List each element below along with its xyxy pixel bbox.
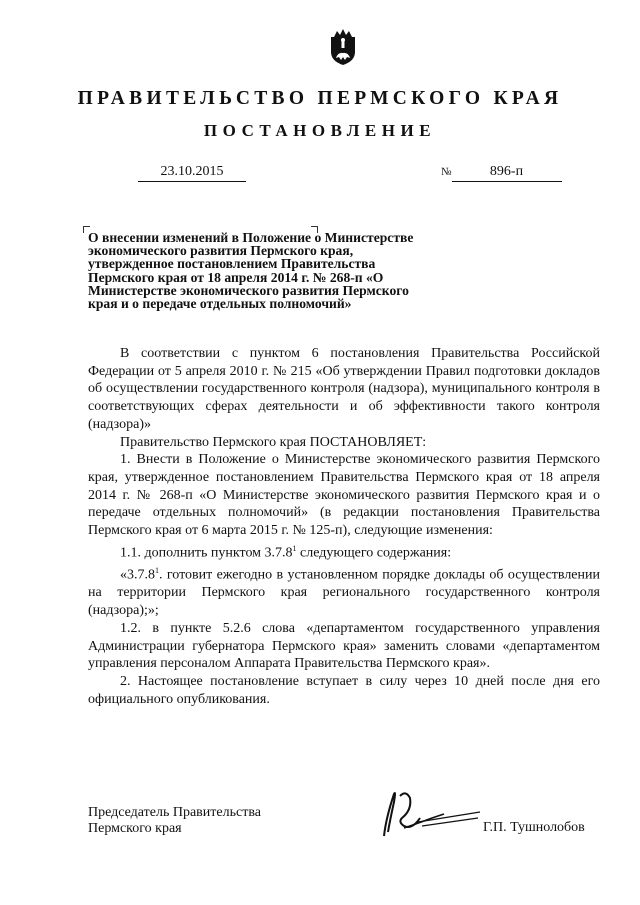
clause-text: . готовит ежегодно в установленном порядке доклады об осуществлении на территории Пермского края регионального государственного контроля (надзора);»; <box>88 567 600 619</box>
handwritten-signature-icon <box>372 788 484 840</box>
item-1-1-paragraph <box>88 540 600 562</box>
superscript: 1 <box>292 543 297 553</box>
government-title: ПРАВИТЕЛЬСТВО ПЕРМСКОГО КРАЯ <box>77 88 563 109</box>
signatory-position-line-2: Пермского края <box>88 821 182 836</box>
document-body <box>88 345 600 708</box>
clause-number: «3.7.8 <box>120 567 155 583</box>
signatory-position-line-1: Председатель Правительства <box>88 805 261 820</box>
signatory-position <box>88 805 261 837</box>
document-date: 23.10.2015 <box>138 163 246 182</box>
document-type: ПОСТАНОВЛЕНИЕ <box>203 121 437 140</box>
quoted-clause-paragraph <box>88 562 600 620</box>
item-1-2-paragraph: 1.2. в пункте 5.2.6 слова «департаментом государственного управления Администрации губернатора Пермского края» заменить словами «департаментом управления персоналом Аппарата Правительства Пермского края». <box>88 620 600 672</box>
preamble-paragraph: В соответствии с пунктом 6 постановления Правительства Российской Федерации от 5 апреля 2010 г. № 215 «Об утверждении Правил подготовки докладов об осуществлении государственного контроля (надзора), муниципального контроля в соответствующих сферах деятельности и об эффективности такого контроля (надзора)» <box>88 346 600 432</box>
perm-krai-coat-of-arms-icon <box>328 28 358 66</box>
item-1-1-text: 1.1. дополнить пунктом 3.7.8 <box>120 545 293 561</box>
superscript: 1 <box>155 566 159 576</box>
document-number-field <box>441 163 562 182</box>
item-2-paragraph: 2. Настоящее постановление вступает в силу через 10 дней после дня его официального опубликования. <box>88 673 600 707</box>
item-1-1-text-end: следующего содержания: <box>296 545 452 561</box>
resolves-paragraph: Правительство Пермского края ПОСТАНОВЛЯЕТ: <box>120 434 427 450</box>
document-subject: О внесении изменений в Положение о Министерстве экономического развития Пермского края, утвержденное постановлением Правительства Пермского края от 18 апреля 2014 г. № 268-п «О Министерстве экономического развития Пермского края и о передаче отдельных полномочий» <box>88 230 414 312</box>
signatory-name: Г.П. Тушнолобов <box>483 820 585 835</box>
number-sign: № <box>441 166 452 178</box>
document-number: 896-п <box>452 163 562 182</box>
item-1-paragraph: 1. Внести в Положение о Министерстве экономического развития Пермского края, утвержденное постановлением Правительства Пермского края от 18 апреля 2014 г. № 268-п «О Министерстве экономического развития Пермского края и о передаче отдельных полномочий» (в редакции постановления Правительства Пермского края от 6 марта 2015 г. № 125-п), следующие изменения: <box>88 452 600 539</box>
